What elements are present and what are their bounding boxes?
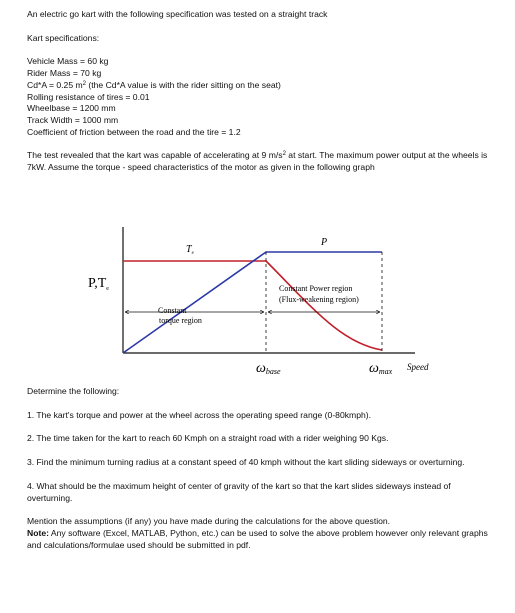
question-1: 1. The kart's torque and power at the wheel across the operating speed range (0-80kmph).	[27, 409, 372, 420]
omega-base-label: ωbase	[256, 361, 281, 376]
spec-cda-value: Cd*A = 0.25 m	[27, 79, 83, 90]
torque-label: $T_e$	[186, 244, 194, 256]
specs-heading: Kart specifications:	[27, 32, 100, 43]
power-label: P	[321, 237, 328, 248]
specs-list	[27, 56, 497, 138]
spec-track-width: Track Width = 1000 mm	[27, 114, 119, 125]
constant-torque-label-line2: torque region	[159, 316, 202, 325]
torque-speed-graph	[85, 225, 430, 385]
test-paragraph	[27, 150, 497, 173]
spec-cda-superscript: 2	[82, 80, 86, 87]
spec-wheelbase: Wheelbase = 1200 mm	[27, 103, 116, 114]
spec-rolling-resistance: Rolling resistance of tires = 0.01	[27, 91, 150, 102]
note-paragraph	[27, 528, 497, 551]
document-body	[27, 9, 497, 174]
intro-text: An electric go kart with the following specification was tested on a straight track	[27, 9, 328, 19]
note-text: Any software (Excel, MATLAB, Python, etc.) can be used to solve the above problem however only relevant graphs and calculations/formulae used should be submitted in pdf.	[27, 527, 488, 550]
constant-power-label-line2: (Flux-weakening region)	[279, 295, 359, 304]
y-axis-label: $P,T_e$	[88, 276, 109, 292]
spec-cda-note: (the Cd*A value is with the rider sitting on the seat)	[86, 79, 281, 90]
spec-friction: Coefficient of friction between the road and the tire = 1.2	[27, 126, 241, 137]
spec-rider-mass: Rider Mass = 70 kg	[27, 68, 102, 79]
question-4: 4. What should be the maximum height of center of gravity of the kart so that the kart slides sideways instead of overturning.	[27, 480, 451, 503]
note-label: Note:	[27, 527, 49, 538]
determine-heading: Determine the following:	[27, 386, 120, 396]
omega-max-label: ωmax	[369, 361, 393, 376]
constant-torque-label-line1: Constant	[158, 306, 187, 315]
question-2: 2. The time taken for the kart to reach 60 Kmph on a straight road with a rider weighing 90 Kgs.	[27, 433, 389, 444]
constant-power-label-line1: Constant Power region	[279, 284, 353, 293]
assumptions-text: Mention the assumptions (if any) you have made during the calculations for the above question.	[27, 516, 391, 527]
test-superscript: 2	[282, 151, 286, 158]
spec-cda	[27, 80, 497, 92]
question-3: 3. Find the minimum turning radius at a constant speed of 40 kmph without the kart sliding sideways or overturning.	[27, 457, 465, 468]
x-axis-label: Speed	[407, 362, 429, 372]
questions-section	[27, 386, 497, 551]
test-text-a: The test revealed that the kart was capable of accelerating at 9 m/s	[27, 150, 283, 161]
test-text-b: at start. The maximum power output at the wheels is 7kW. Assume the torque - speed characteristics of the motor as given in the following graph	[27, 150, 488, 173]
spec-vehicle-mass: Vehicle Mass = 60 kg	[27, 56, 109, 67]
